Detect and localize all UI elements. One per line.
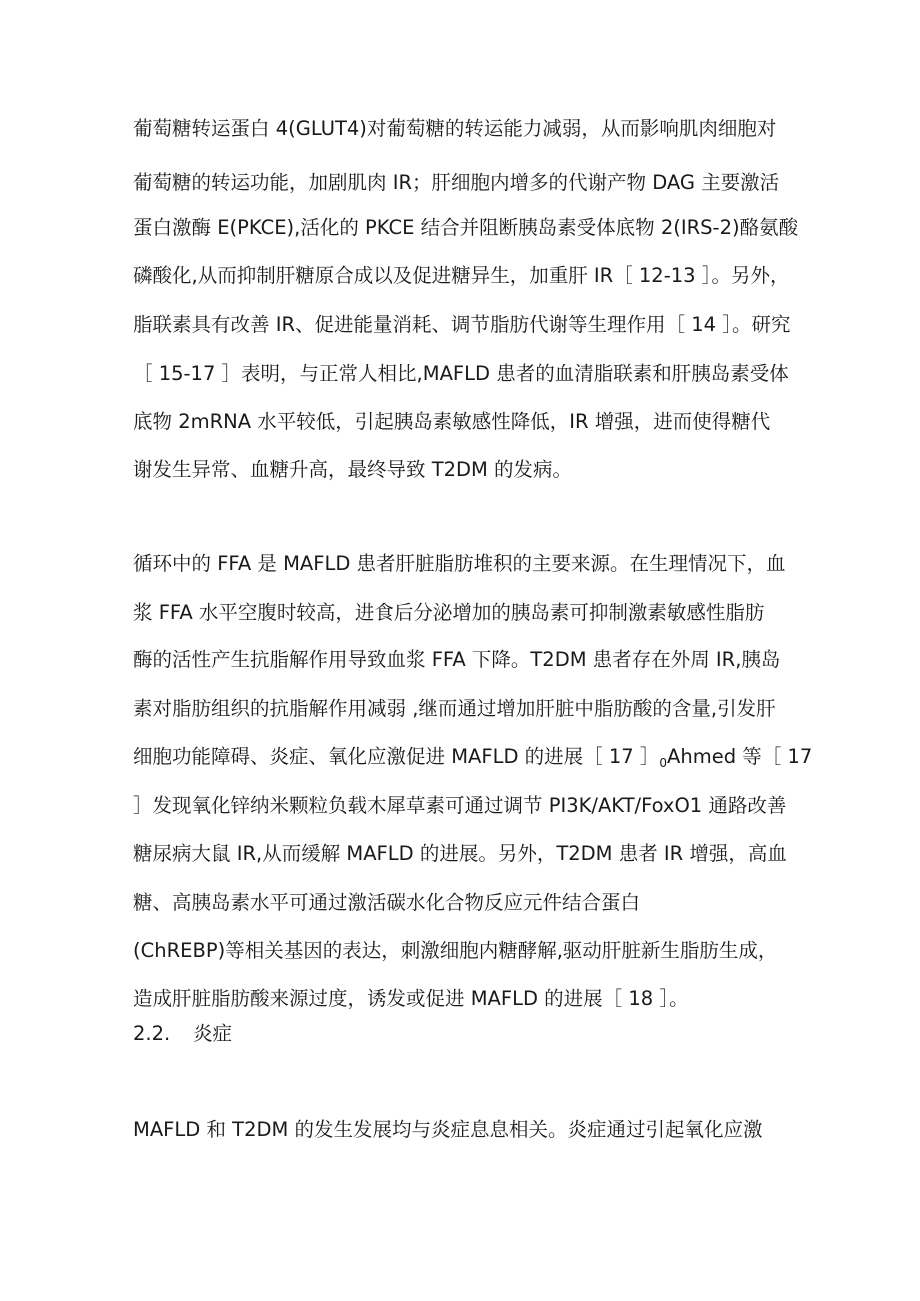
text-line: 葡萄糖转运蛋白 4(GLUT4)对葡萄糖的转运能力减弱，从而影响肌肉细胞对	[133, 117, 777, 140]
text-line: MAFLD 和 T2DM 的发生发展均与炎症息息相关。炎症通过引起氧化应激	[133, 1118, 763, 1141]
subscript: 0	[659, 756, 668, 770]
text-line: 素对脂肪组织的抗脂解作用减弱 ,继而通过增加肝脏中脂肪酸的含量,引发肝	[133, 697, 776, 720]
text-line	[133, 745, 812, 775]
text-line: 循环中的 FFA 是 MAFLD 患者肝脏脂肪堆积的主要来源。在生理情况下，血	[133, 552, 786, 575]
text-line: 磷酸化,从而抑制肝糖原合成以及促进糖异生，加重肝 IR［ 12-13 ］。另外，	[133, 264, 790, 287]
text-line: 脂联素具有改善 IR、促进能量消耗、调节脂肪代谢等生理作用［ 14 ］。研究	[133, 313, 791, 336]
section-title: 炎症	[193, 1022, 233, 1045]
text-line: ［ 15-17 ］表明，与正常人相比,MAFLD 患者的血清脂联素和肝胰岛素受体	[133, 362, 789, 385]
text-line: 酶的活性产生抗脂解作用导致血浆 FFA 下降。T2DM 患者存在外周 IR,胰岛	[133, 648, 781, 671]
section-number: 2.2.	[133, 1022, 171, 1045]
text-line: 葡萄糖的转运功能，加剧肌肉 IR；肝细胞内增多的代谢产物 DAG 主要激活	[133, 171, 780, 194]
text-line: 糖尿病大鼠 IR,从而缓解 MAFLD 的进展。另外，T2DM 患者 IR 增强，高血	[133, 842, 787, 865]
text-line: ］发现氧化锌纳米颗粒负载木犀草素可通过调节 PI3K/AKT/FoxO1 通路改善	[133, 794, 787, 817]
text-line: 蛋白激酶 E(PKCE),活化的 PKCE 结合并阻断胰岛素受体底物 2(IRS-2)酪氨酸	[133, 216, 799, 239]
text-line: 底物 2mRNA 水平较低，引起胰岛素敏感性降低，IR 增强，进而使得糖代	[133, 410, 771, 433]
text-line: 糖、高胰岛素水平可通过激活碳水化合物反应元件结合蛋白	[133, 891, 641, 914]
text-line: (ChREBP)等相关基因的表达，刺激细胞内糖酵解,驱动肝脏新生脂肪生成，	[133, 939, 778, 962]
text-segment: 细胞功能障碍、炎症、氧化应激促进 MAFLD 的进展［ 17 ］	[133, 745, 660, 768]
text-line: 浆 FFA 水平空腹时较高，进食后分泌增加的胰岛素可抑制激素敏感性脂肪	[133, 601, 765, 624]
text-line: 谢发生异常、血糖升高，最终导致 T2DM 的发病。	[133, 458, 573, 481]
text-segment: Ahmed 等［ 17	[667, 745, 813, 768]
text-line: 造成肝脏脂肪酸来源过度，诱发或促进 MAFLD 的进展［ 18 ］。	[133, 987, 689, 1010]
